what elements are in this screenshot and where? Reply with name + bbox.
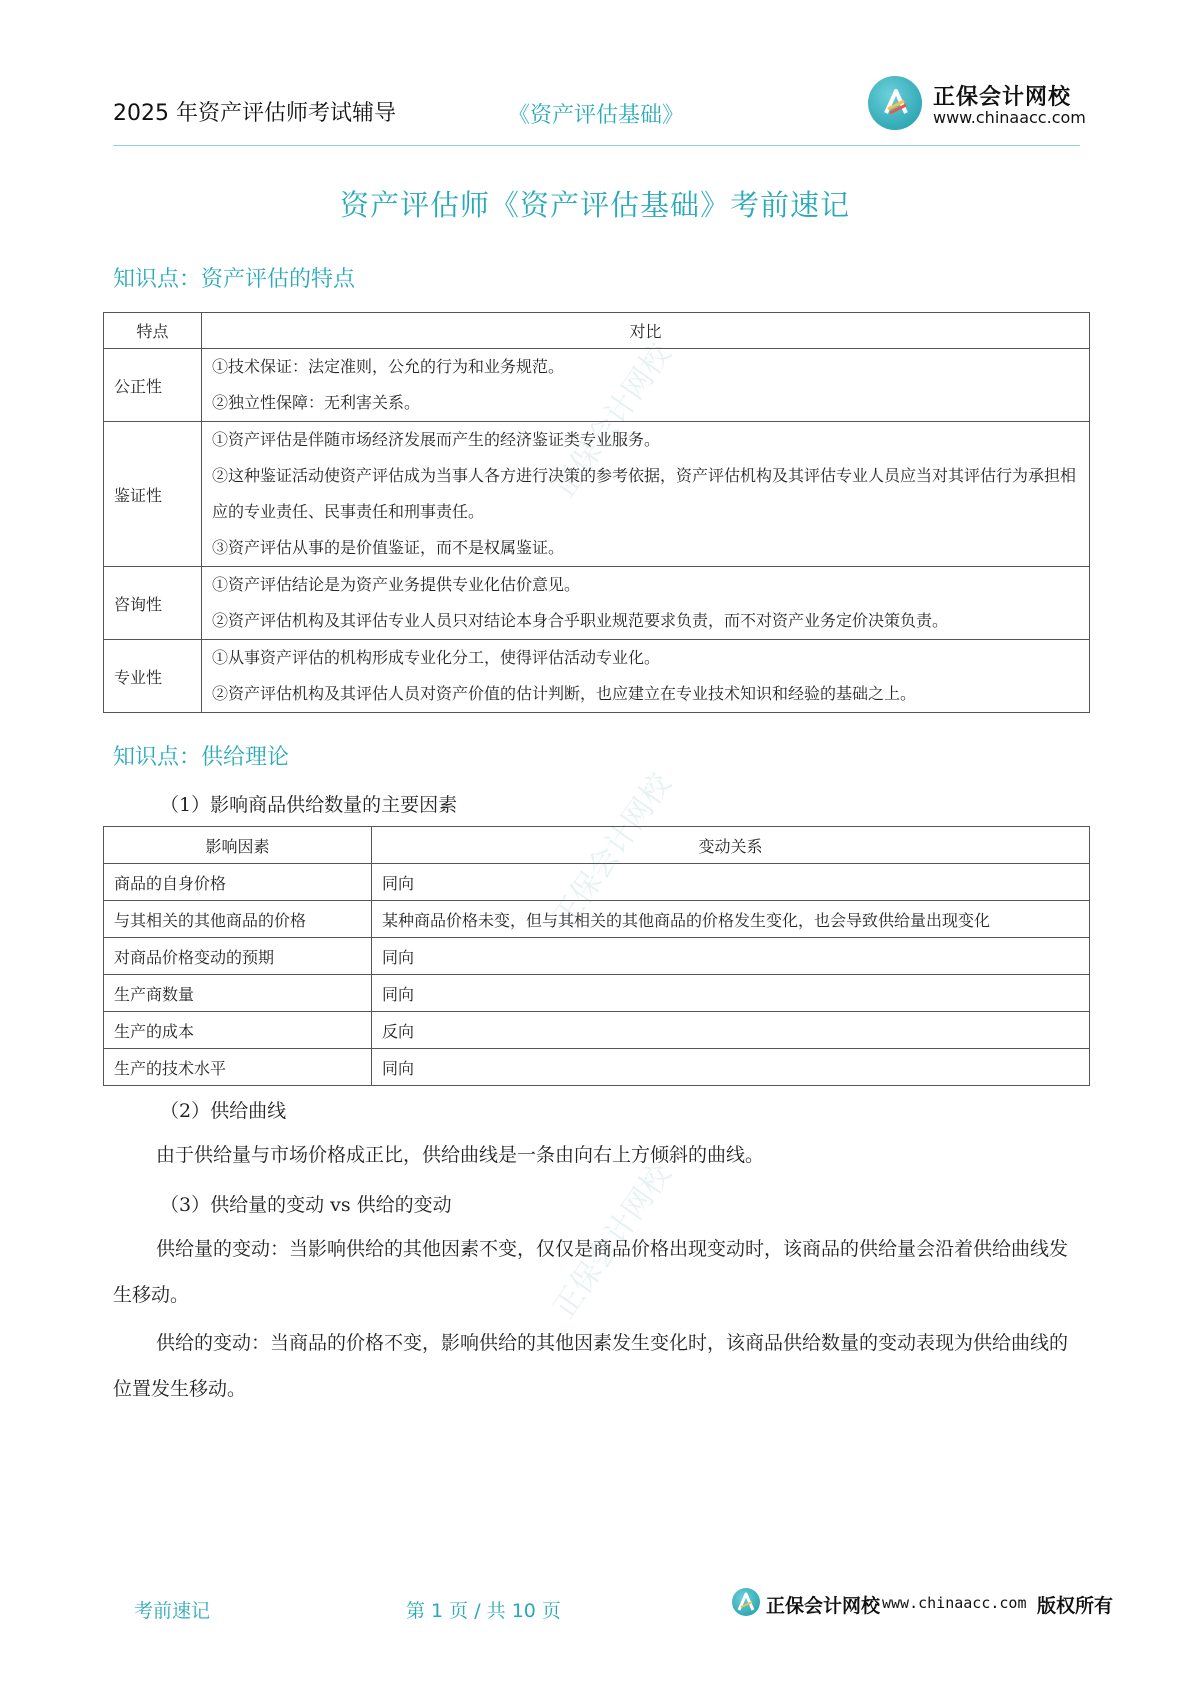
relation-cell: 同向 xyxy=(372,975,1090,1012)
page-number: 第 1 页 / 共 10 页 xyxy=(406,1600,561,1622)
brand-logo xyxy=(868,76,1086,132)
header-subject: 《资产评估基础》 xyxy=(508,103,685,128)
relation-cell: 同向 xyxy=(372,1049,1090,1086)
factor-cell: 对商品价格变动的预期 xyxy=(104,938,372,975)
paragraph-supply-curve: 由于供给量与市场价格成正比，供给曲线是一条由向右上方倾斜的曲线。 xyxy=(156,1144,765,1166)
logo-name: 正保会计网校 xyxy=(933,85,1072,110)
table-row xyxy=(104,640,1090,713)
factor-cell: 生产的技术水平 xyxy=(104,1049,372,1086)
footer-copyright: 版权所有 xyxy=(1037,1595,1114,1617)
factor-cell: 商品的自身价格 xyxy=(104,864,372,901)
watermark: 正保会计网校 xyxy=(546,767,679,935)
footer-brand-name: 正保会计网校 xyxy=(766,1595,881,1617)
subheading-factors: （1）影响商品供给数量的主要因素 xyxy=(160,794,458,816)
table-row xyxy=(104,567,1090,640)
logo-emblem-icon xyxy=(868,76,922,130)
table-row xyxy=(104,1049,1090,1086)
subheading-supply-curve: （2）供给曲线 xyxy=(160,1100,287,1122)
footer-label: 考前速记 xyxy=(134,1600,211,1622)
factor-cell: 生产的成本 xyxy=(104,1012,372,1049)
features-table xyxy=(103,312,1090,713)
feature-name: 专业性 xyxy=(104,640,202,713)
header-divider xyxy=(113,145,1080,146)
relation-cell: 同向 xyxy=(372,938,1090,975)
feature-name: 鉴证性 xyxy=(104,422,202,567)
section-heading-features: 知识点：资产评估的特点 xyxy=(113,267,356,292)
table-row xyxy=(104,422,1090,567)
watermark: 正保会计网校 xyxy=(546,337,679,505)
feature-name: 公正性 xyxy=(104,349,202,422)
factor-cell: 与其相关的其他商品的价格 xyxy=(104,901,372,938)
table-row xyxy=(104,864,1090,901)
watermark: 正保会计网校 xyxy=(546,1157,679,1325)
table-header-cell: 变动关系 xyxy=(372,827,1090,864)
footer-logo-icon xyxy=(732,1588,760,1616)
paragraph-supply-change: 供给的变动：当商品的价格不变，影响供给的其他因素发生变化时，该商品供给数量的变动表现为供给曲线的位置发生移动。 xyxy=(113,1332,1069,1400)
relation-cell: 某种商品价格未变，但与其相关的其他商品的价格发生变化，也会导致供给量出现变化 xyxy=(372,901,1090,938)
feature-desc: ①资产评估是伴随市场经济发展而产生的经济鉴证类专业服务。 ②这种鉴证活动使资产评估成为当事人各方进行决策的参考依据，资产评估机构及其评估专业人员应当对其评估行为承担相应的专业责任、民事责任和刑事责任。 ③资产评估从事的是价值鉴证，而不是权属鉴证。 xyxy=(202,422,1090,567)
logo-url: www.chinaacc.com xyxy=(933,108,1086,127)
table-header-row xyxy=(104,827,1090,864)
header-course-title: 2025 年资产评估师考试辅导 xyxy=(113,101,396,126)
relation-cell: 同向 xyxy=(372,864,1090,901)
footer-url: www.chinaacc.com xyxy=(882,1594,1027,1612)
document-title: 资产评估师《资产评估基础》考前速记 xyxy=(339,188,850,222)
table-header-row xyxy=(104,313,1090,349)
relation-cell: 反向 xyxy=(372,1012,1090,1049)
table-header-cell: 影响因素 xyxy=(104,827,372,864)
feature-desc: ①资产评估结论是为资产业务提供专业化估价意见。 ②资产评估机构及其评估专业人员只对结论本身合乎职业规范要求负责，而不对资产业务定价决策负责。 xyxy=(202,567,1090,640)
factor-cell: 生产商数量 xyxy=(104,975,372,1012)
feature-name: 咨询性 xyxy=(104,567,202,640)
section-heading-supply: 知识点：供给理论 xyxy=(113,745,290,770)
feature-desc: ①从事资产评估的机构形成专业化分工，使得评估活动专业化。 ②资产评估机构及其评估人员对资产价值的估计判断，也应建立在专业技术知识和经验的基础之上。 xyxy=(202,640,1090,713)
supply-factors-table xyxy=(103,826,1090,1086)
table-row xyxy=(104,349,1090,422)
feature-desc: ①技术保证：法定准则，公允的行为和业务规范。 ②独立性保障：无利害关系。 xyxy=(202,349,1090,422)
paragraph-quantity-change: 供给量的变动：当影响供给的其他因素不变，仅仅是商品价格出现变动时，该商品的供给量会沿着供给曲线发生移动。 xyxy=(113,1238,1069,1306)
table-header-cell: 特点 xyxy=(104,313,202,349)
table-row xyxy=(104,975,1090,1012)
subheading-quantity-vs-supply: （3）供给量的变动 vs 供给的变动 xyxy=(160,1194,452,1216)
table-header-cell: 对比 xyxy=(202,313,1090,349)
table-row xyxy=(104,938,1090,975)
table-row xyxy=(104,1012,1090,1049)
table-row xyxy=(104,901,1090,938)
